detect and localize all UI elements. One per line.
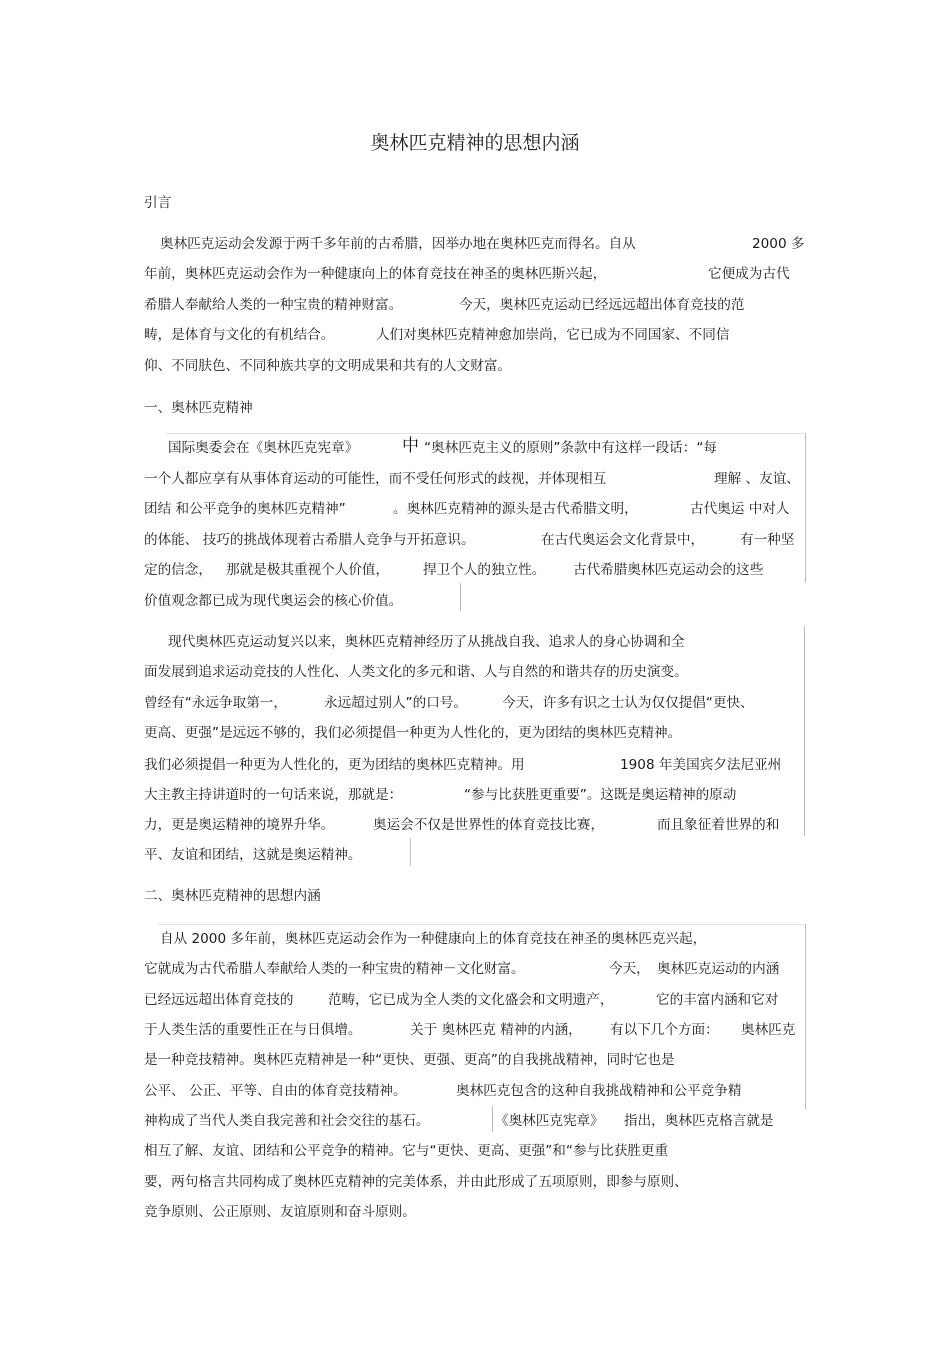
s1p2-line: 现代奥林匹克运动复兴以来，奥林匹克精神经历了从挑战自我、追求人的身心协调和全 xyxy=(168,634,685,650)
s1p1-line: 理解 、友谊、 xyxy=(714,471,800,487)
s1p2-line: 大主教主持讲道时的一句话来说，那就是： xyxy=(144,787,403,803)
s2p1-line: 是一种竞技精神。奥林匹克精神是一种“更快、更强、更高”的自我挑战精神，同时它也是 xyxy=(144,1052,675,1068)
intro-line: 畴，是体育与文化的有机结合。 xyxy=(144,327,335,343)
intro-line: 它便成为古代 xyxy=(708,266,790,282)
s2p1-line: 奥林匹克 xyxy=(741,1022,796,1038)
intro-line: 人们对奥林匹克精神愈加崇尚，它已成为不同国家、不同信 xyxy=(376,327,730,343)
s1p2-line: 奥运会不仅是世界性的体育竞技比赛， xyxy=(373,817,605,833)
s1p1-line: 价值观念都已成为现代奥运会的核心价值。 xyxy=(144,593,403,609)
frame-line xyxy=(166,433,806,434)
s2p1-line: 自从 2000 多年前，奥林匹克运动会作为一种健康向上的体育竞技在神圣的奥林匹克兴起， xyxy=(160,931,707,947)
s2p1-line: 《奥林匹克宪章》 xyxy=(495,1113,604,1129)
s2p1-line: 指出，奥林匹克格言就是 xyxy=(624,1113,774,1129)
s1p1-line: 捍卫个人的独立性。 xyxy=(423,562,546,578)
frame-line xyxy=(492,1106,493,1132)
s2p1-line: 已经远远超出体育竞技的 xyxy=(144,992,294,1008)
intro-line: 2000 多 xyxy=(752,236,805,252)
s1p2-line: 而且象征着世界的和 xyxy=(657,817,780,833)
frame-line xyxy=(805,924,806,1109)
s1p1-line: 那就是极其重视个人价值， xyxy=(226,562,390,578)
s1p1-line: 有一种坚 xyxy=(740,532,795,548)
s2p1-line: 有以下几个方面： xyxy=(610,1022,719,1038)
intro-line: 奥林匹克运动会发源于两千多年前的古希腊，因举办地在奥林匹克而得名。自从 xyxy=(160,236,636,252)
s1p2-line: 我们必须提倡一种更为人性化的，更为团结的奥林匹克精神。用 xyxy=(144,757,525,773)
s1p1-line: 定的信念， xyxy=(144,562,212,578)
intro-line: 仰、不同肤色、不同种族共享的文明成果和共有的人文财富。 xyxy=(144,358,512,374)
s2p1-line: 奥林匹克包含的这种自我挑战精神和公平竞争精 xyxy=(456,1083,742,1099)
s1p2-line: 更高、更强”是远远不够的，我们必须提倡一种更为人性化的，更为团结的奥林匹克精神。 xyxy=(144,725,682,741)
frame-line xyxy=(460,583,461,611)
section2-heading: 二、奥林匹克精神的思想内涵 xyxy=(144,888,321,904)
frame-line xyxy=(410,838,411,866)
intro-heading: 引言 xyxy=(144,195,172,211)
s1p2-line: 力，更是奥运精神的境界升华。 xyxy=(144,817,335,833)
s2p1-line: 今天， xyxy=(609,961,650,977)
frame-line xyxy=(805,433,806,583)
s1p2-line: “参与比获胜更重要”。这既是奥运精神的原动 xyxy=(464,787,737,803)
s1p1-line: “奥林匹克主义的原则”条款中有这样一段话：“每 xyxy=(424,440,718,456)
intro-line: 希腊人奉献给人类的一种宝贵的精神财富。 xyxy=(144,297,403,313)
s1p2-line: 面发展到追求运动竞技的人性化、人类文化的多元和谐、人与自然的和谐共存的历史演变。 xyxy=(144,664,688,680)
s1p1-line: 在古代奥运会文化背景中， xyxy=(541,532,705,548)
frame-line xyxy=(804,626,805,836)
s1p1-line: 古代奥运 中对人 xyxy=(690,501,790,517)
s1p2-line: 平、友谊和团结，这就是奥运精神。 xyxy=(144,847,362,863)
s1p1-line: 。奥林匹克精神的源头是古代希腊文明， xyxy=(393,501,638,517)
frame-line xyxy=(158,924,806,925)
s1p1-line: 一个人都应享有从事体育运动的可能性，而不受任何形式的歧视，并体现相互 xyxy=(144,471,607,487)
s1p2-line: 1908 年美国宾夕法尼亚州 xyxy=(620,757,782,773)
s1p1-line: 团结 和公平竞争的奥林匹克精神” xyxy=(144,501,346,517)
intro-line: 年前，奥林匹克运动会作为一种健康向上的体育竞技在神圣的奥林匹斯兴起， xyxy=(144,266,607,282)
s1p2-line: 曾经有“永远争取第一， xyxy=(144,695,287,711)
s1p1-line: 的体能、 技巧的挑战体现着古希腊人竞争与开拓意识。 xyxy=(144,532,475,548)
s1p2-line: 今天，许多有识之士认为仅仅提倡“更快、 xyxy=(502,695,754,711)
s2p1-line: 相互了解、友谊、团结和公平竞争的精神。它与“更快、更高、更强”和“参与比获胜更重 xyxy=(144,1143,669,1159)
section1-heading: 一、奥林匹克精神 xyxy=(144,400,253,416)
s2p1-line: 公平、 公正、平等、自由的体育竞技精神。 xyxy=(144,1083,407,1099)
s2p1-line: 神构成了当代人类自我完善和社会交往的基石。 xyxy=(144,1113,430,1129)
intro-line: 今天，奥林匹克运动已经远远超出体育竞技的范 xyxy=(459,297,745,313)
s1p2-line: 永远超过别人”的口号。 xyxy=(324,695,467,711)
s2p1-line: 奥林匹克运动的内涵 xyxy=(657,961,780,977)
s2p1-line: 它的丰富内涵和它对 xyxy=(656,992,779,1008)
s1p1-line: 国际奥委会在《奥林匹克宪章》 xyxy=(168,440,359,456)
document-title: 奥林匹克精神的思想内涵 xyxy=(370,132,580,154)
s2p1-line: 它就成为古代希腊人奉献给人类的一种宝贵的精神－文化财富。 xyxy=(144,961,525,977)
s2p1-line: 关于 奥林匹克 精神的内涵， xyxy=(410,1022,582,1038)
s2p1-line: 于人类生活的重要性正在与日俱增。 xyxy=(144,1022,362,1038)
s1p1-line: 古代希腊奥林匹克运动会的这些 xyxy=(573,562,764,578)
s2p1-line: 要，两句格言共同构成了奥林匹克精神的完美体系，并由此形成了五项原则，即参与原则、 xyxy=(144,1174,688,1190)
s2p1-line: 范畴，它已成为全人类的文化盛会和文明遗产， xyxy=(328,992,614,1008)
s2p1-line: 竞争原则、公正原则、友谊原则和奋斗原则。 xyxy=(144,1204,416,1220)
s1p1-line: 中 xyxy=(402,436,419,456)
